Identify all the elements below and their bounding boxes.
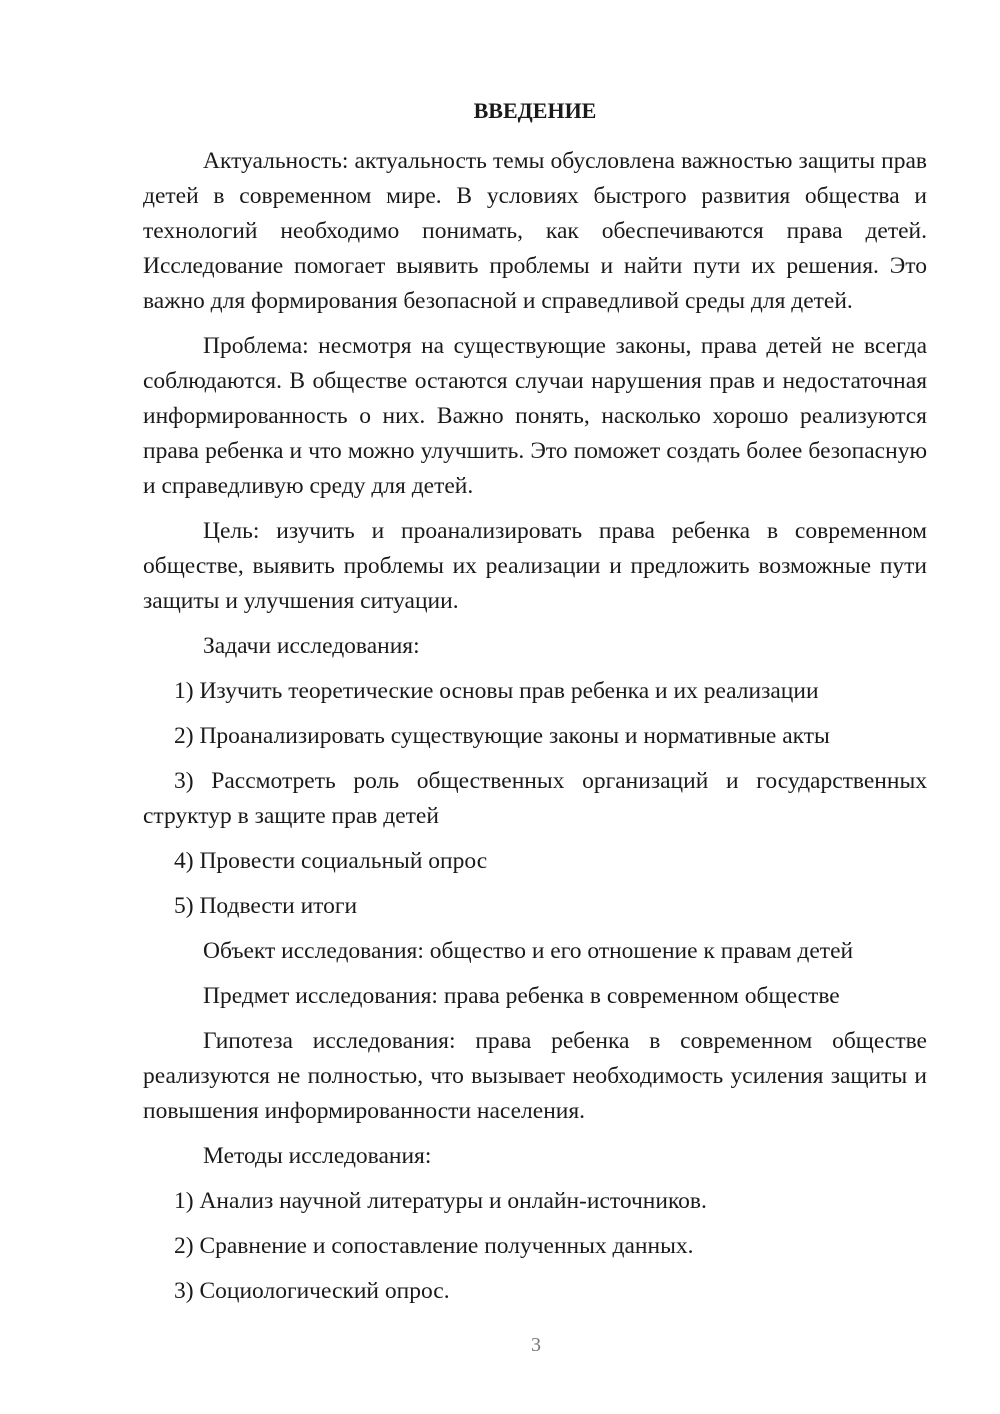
paragraph-goal: Цель: изучить и проанализировать права ребенка в современном обществе, выявить проблемы их реализации и предложить возможные пути защиты и улучшения ситуации. [143,518,927,614]
methods-heading: Методы исследования: [203,1143,432,1169]
task-item: 4) Провести социальный опрос [174,848,488,874]
task-item: 2) Проанализировать существующие законы и нормативные акты [174,723,830,749]
task-item: 3) Рассмотреть роль общественных организаций и государственных структур в защите прав детей [143,768,927,829]
method-item: 3) Социологический опрос. [174,1278,450,1304]
paragraph-hypothesis: Гипотеза исследования: права ребенка в современном обществе реализуются не полностью, что вызывает необходимость усиления защиты и повышения информированности населения. [143,1028,927,1124]
page-number: 3 [531,1334,541,1356]
method-item: 2) Сравнение и сопоставление полученных данных. [174,1233,694,1259]
page-body [143,88,927,1319]
paragraph-problem: Проблема: несмотря на существующие законы, права детей не всегда соблюдаются. В обществе остаются случаи нарушения прав и недостаточная информированность о них. Важно понять, насколько хорошо реализуются права ребенка и что можно улучшить. Это поможет создать более безопасную и справедливую среду для детей. [143,333,927,499]
tasks-heading: Задачи исследования: [203,633,420,659]
section-heading: ВВЕДЕНИЕ [473,98,597,123]
method-item: 1) Анализ научной литературы и онлайн-источников. [174,1188,707,1214]
paragraph-relevance: Актуальность: актуальность темы обусловлена важностью защиты прав детей в современном мире. В условиях быстрого развития общества и технологий необходимо понимать, как обеспечиваются права детей. Исследование помогает выявить проблемы и найти пути их решения. Это важно для формирования безопасной и справедливой среды для детей. [143,148,927,314]
task-item: 1) Изучить теоретические основы прав ребенка и их реализации [174,678,819,704]
paragraph-subject: Предмет исследования: права ребенка в современном обществе [203,983,840,1009]
paragraph-object: Объект исследования: общество и его отношение к правам детей [203,938,854,964]
task-item: 5) Подвести итоги [174,893,358,919]
